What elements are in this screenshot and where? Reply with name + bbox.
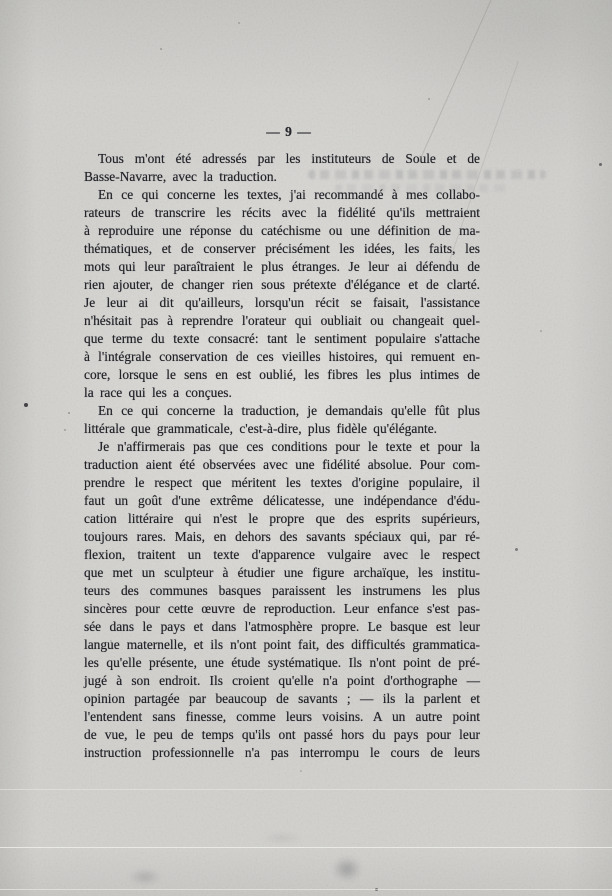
text-line: teurs des communes basques paraissent les instrumens les plus [84, 583, 480, 598]
text-line: langue maternelle, et ils n'ont point fait, des difficultés grammatica- [84, 637, 480, 652]
text-line: cation littéraire qui n'est le propre que des esprits supérieurs, [84, 511, 480, 526]
paper-speck [599, 163, 602, 166]
paper-speck [515, 548, 518, 551]
text-line: sée dans le pays et dans l'atmosphère propre. Le basque est leur [84, 619, 480, 634]
paper-speck [68, 412, 70, 414]
text-line: les qu'elle présente, une étude systématique. Ils n'ont point de pré- [84, 655, 480, 670]
text-line: faut un goût d'une extrême délicatesse, une indépendance d'édu- [84, 493, 480, 508]
text-line: thématiques, et de conserver précisément les idées, les faits, les [84, 241, 480, 256]
text-line: mots qui leur paraîtraient le plus étranges. Je leur ai défendu de [84, 259, 480, 274]
text-line: Basse-Navarre, avec la traduction. [84, 169, 277, 184]
text-line: instruction professionnelle n'a pas interrompu le cours de leurs [84, 745, 480, 760]
text-line: que met un sculpteur à étudier une figure archaïque, les institu- [84, 565, 480, 580]
paper-speck [540, 330, 542, 332]
paper-speck [300, 770, 302, 772]
paragraph [84, 402, 480, 438]
paragraph [84, 438, 480, 762]
text-line: sincères pour cette œuvre de reproduction. Leur enfance s'est pas- [84, 601, 480, 616]
paragraph [84, 186, 480, 402]
paper-speck [64, 429, 66, 431]
scan-streak [0, 789, 612, 790]
text-line: rien ajouter, de changer rien sous prétexte d'élégance et de clarté. [84, 277, 480, 292]
paper-smudge [128, 868, 162, 886]
paragraph [84, 150, 480, 186]
text-line: rateurs de transcrire les récits avec la fidélité qu'ils mettraient [84, 205, 480, 220]
text-line: Tous m'ont été adressés par les instituteurs de Soule et de [98, 151, 480, 166]
text-line: opinion partagée par beaucoup de savants ; — ils la parlent et [84, 691, 480, 706]
text-line: flexion, traitent un texte d'apparence vulgaire avec le respect [84, 547, 480, 562]
text-line: prendre le respect que méritent les textes d'origine populaire, il [84, 475, 480, 490]
text-line: toujours rares. Mais, en dehors des savants spéciaux qui, par ré- [84, 529, 480, 544]
text-line: Je n'affirmerais pas que ces conditions pour le texte et pour la [98, 439, 480, 454]
paper-speck [24, 403, 28, 407]
text-line: core, lorsque le sens en est oublié, les fibres les plus intimes de [84, 367, 480, 382]
scan-streak [0, 889, 612, 890]
paper-speck [238, 22, 240, 24]
text-line: de vue, le peu de temps qu'ils ont passé hors du pays pour leur [84, 727, 480, 742]
text-line: que terme du texte consacré: tant le sentiment populaire s'attache [84, 331, 480, 346]
text-block [84, 150, 480, 762]
paper-smudge [262, 832, 302, 844]
page-number: — 9 — [266, 124, 312, 139]
paper-smudge [332, 856, 362, 882]
paper-speck [375, 888, 378, 891]
text-line: En ce qui concerne la traduction, je demandais qu'elle fût plus [98, 403, 480, 418]
text-line: En ce qui concerne les textes, j'ai recommandé à mes collabo- [98, 187, 480, 202]
text-line: Je leur ai dit qu'ailleurs, lorsqu'un récit se faisait, l'assistance [84, 295, 480, 310]
text-line: l'entendent sans finesse, comme leurs voisins. A un autre point [84, 709, 480, 724]
text-line: n'hésitait pas à reprendre l'orateur qui oubliait ou changeait quel- [84, 313, 480, 328]
text-line: jugé à son endroit. Ils croient qu'elle n'a point d'orthographe — [84, 673, 480, 688]
text-line: la race qui les a conçues. [84, 385, 232, 400]
paper-speck [160, 48, 162, 50]
text-line: à l'intégrale conservation de ces vieilles histoires, qui remuent en- [84, 349, 480, 364]
text-line: traduction aient été observées avec une fidélité absolue. Pour com- [84, 457, 480, 472]
scan-streak [0, 847, 612, 848]
text-line: littérale que grammaticale, c'est-à-dire, plus fidèle qu'élégante. [84, 421, 438, 436]
paper-speck [428, 98, 430, 100]
text-line: à reproduire une réponse du catéchisme ou une définition de ma- [84, 223, 480, 238]
